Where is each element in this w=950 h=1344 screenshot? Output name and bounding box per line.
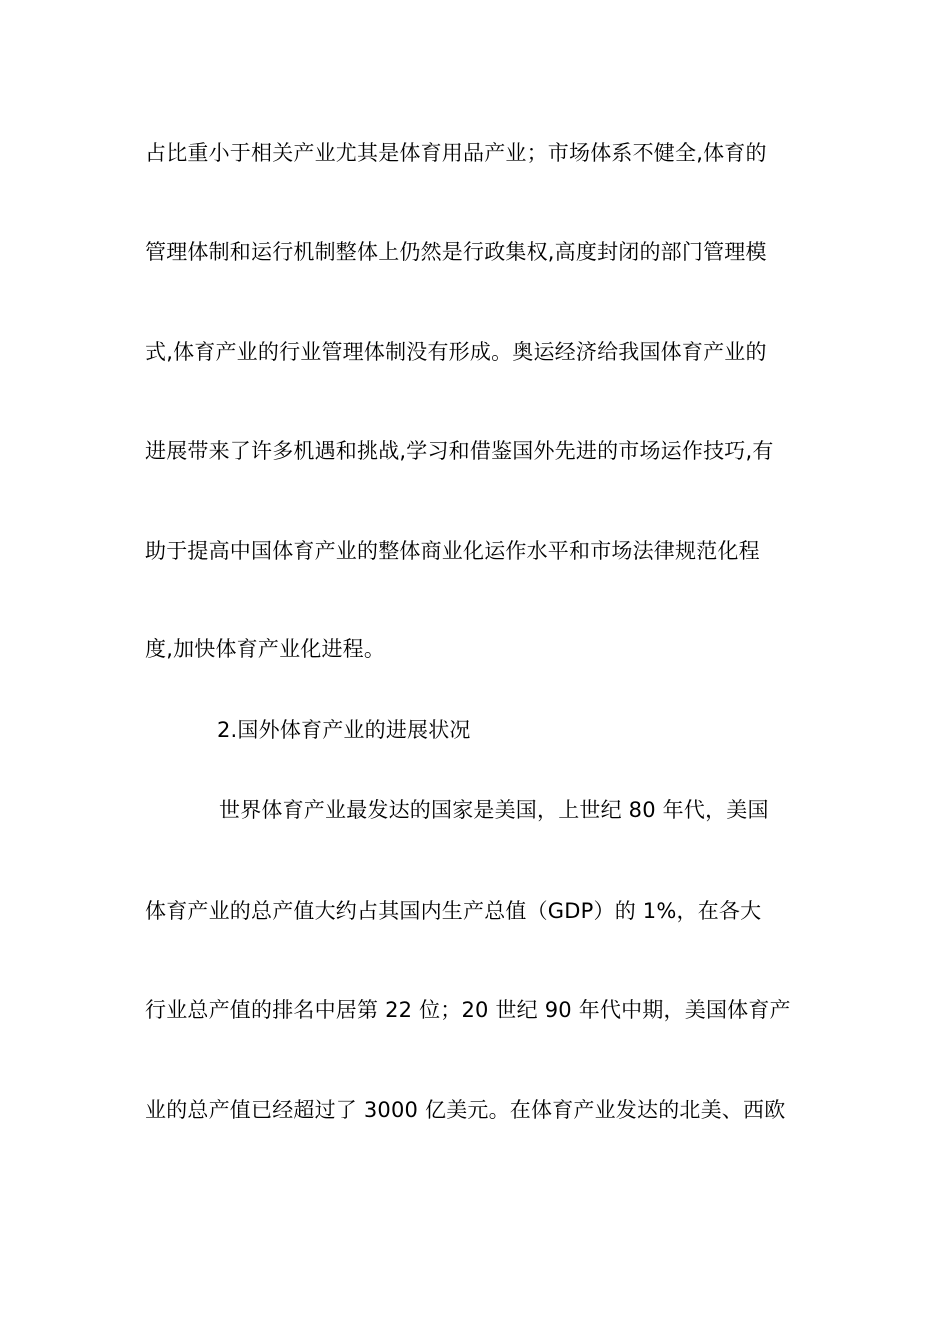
- paragraph-line-3: 式,体育产业的行业管理体制没有形成。奥运经济给我国体育产业的: [145, 340, 767, 364]
- section-paragraph-line-4: 业的总产值已经超过了 3000 亿美元。在体育产业发达的北美、西欧: [145, 1098, 786, 1122]
- section-heading: 2.国外体育产业的进展状况: [217, 718, 471, 742]
- paragraph-line-2: 管理体制和运行机制整体上仍然是行政集权,高度封闭的部门管理模: [145, 240, 767, 264]
- section-paragraph-line-3: 行业总产值的排名中居第 22 位；20 世纪 90 年代中期，美国体育产: [145, 998, 791, 1022]
- section-paragraph-line-2: 体育产业的总产值大约占其国内生产总值（GDP）的 1%，在各大: [145, 899, 762, 923]
- paragraph-line-6: 度,加快体育产业化进程。: [145, 637, 386, 661]
- paragraph-line-1: 占比重小于相关产业尤其是体育用品产业；市场体系不健全,体育的: [145, 141, 767, 165]
- paragraph-line-5: 助于提高中国体育产业的整体商业化运作水平和市场法律规范化程: [145, 539, 760, 563]
- section-paragraph-line-1: 世界体育产业最发达的国家是美国，上世纪 80 年代，美国: [219, 798, 769, 822]
- paragraph-line-4: 进展带来了许多机遇和挑战,学习和借鉴国外先进的市场运作技巧,有: [145, 439, 774, 463]
